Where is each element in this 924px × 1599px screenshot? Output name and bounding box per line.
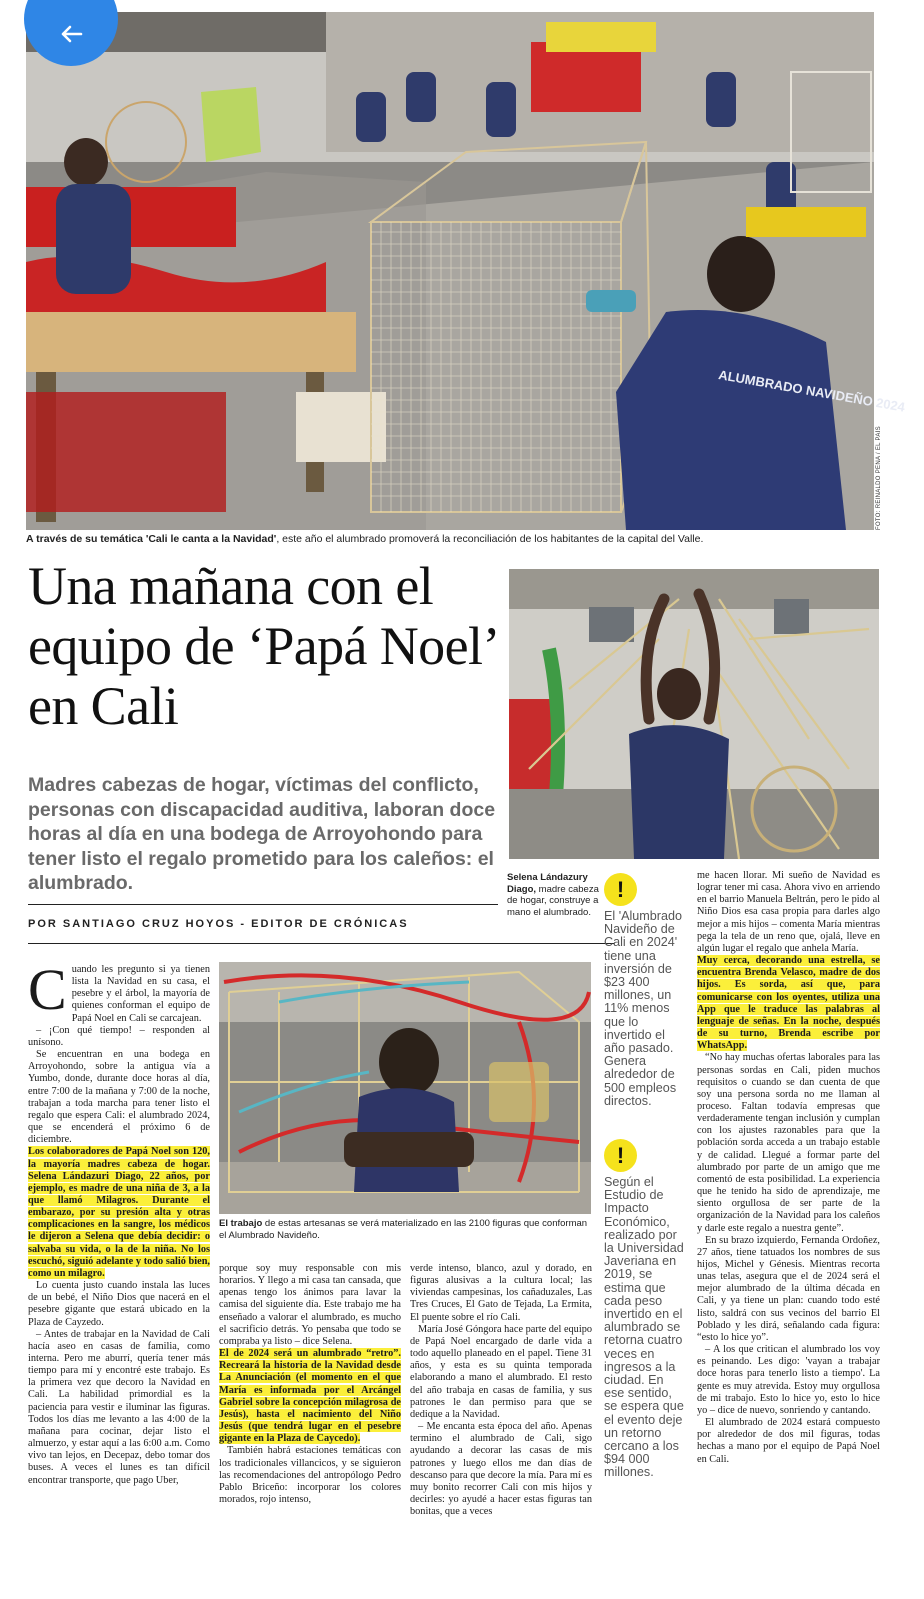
caption-mid-bold: El trabajo <box>219 1218 263 1229</box>
col2-p2-highlight: El de 2024 será un alumbrado “retro”. Recreará la historia de la Navidad desde La Anunciación (el momento en el que María es informada por el Arcángel Gabriel sobre la concepción milagrosa de Jesús), hasta el nacimiento del Niño Jesús (que tendrá lugar en el pesebre gigante en la Plaza de Caycedo). <box>219 1348 401 1445</box>
column-1 <box>28 957 210 1487</box>
col5-p1: me hacen llorar. Mi sueño de Navidad es lograr tener mi casa. Ahora vivo en arriendo en el barrio Manuela Beltrán, pero le pido al Niño Dios esa casa propia para darles algo mejor a mis hijos – comenta María mientras pega la tela de un reno que, ojalá, lleve en algún lugar el regalo que anhela María. <box>697 870 880 954</box>
photo-caption-top <box>26 533 886 545</box>
photo-credit: FOTO: REINALDO PEÑA / EL PAÍS <box>876 426 882 530</box>
caption-top-rest: , este año el alumbrado promoverá la reconciliación de los habitantes de la capital del Valle. <box>276 533 704 545</box>
col5-p2-highlight: Muy cerca, decorando una estrella, se encuentra Brenda Velasco, madre de dos hijos. Es sorda, así que, para comunicarse con los oyentes, utiliza una App que le traduce las palabras al lenguaje de señas. En la noche, después de su turno, Brenda escribe por WhatsApp. <box>697 955 880 1052</box>
photo-artisan <box>219 962 591 1214</box>
col1-p3: Se encuentran en una bodega en Arroyohondo, sobre la antigua vía a Yumbo, donde, durante doce horas al día, entre 7:00 de la mañana y 7:00 de la noche, trabajan a toda marcha para tener listo el regalo que espera Cali: el alumbrado 2024, que se encenderá el próximo 6 de diciembre. <box>28 1049 210 1146</box>
sidebar-box-1: El 'Alumbrado Navideño de Cali en 2024' tiene una inversión de $23 400 millones, un 11% menos que lo invertido el año pasado. Genera alrededor de 500 empleos directos. <box>604 909 683 1108</box>
caption-right-rest: madre cabeza de hogar, construye a mano el alumbrado. <box>507 883 599 918</box>
col3-p3: – Me encanta esta época del año. Apenas termino el alumbrado de Cali, sigo ayudando a decorar las casas de mis patrones y luego ellos me dan días de descanso para que decore la mía. Para mí es muy bonito recorrer Cali con mis hijos y decirles: yo ayudé a hacer estas figuras tan bonitas, que a veces <box>410 1421 592 1518</box>
col1-p4-highlight: Los colaboradores de Papá Noel son 120, la mayoría madres cabeza de hogar. Selena Lándazuri Diago, 22 años, por ejemplo, es madre de una niña de 3, a la que llamó Milagros. Durante el embarazo, por su presión alta y otras complicaciones en la sangre, los médicos le dijeron a Selena que debía decidir: o salvaba su vida, o la de la niña. No los escuchó, siguió adelante y todo salió bien, como un milagro. <box>28 1146 210 1279</box>
photo-selena <box>509 569 879 859</box>
col3-p1: verde intenso, blanco, azul y dorado, en figuras alusivas a la cultura local; las viviendas campesinas, los cañaduzales, Las Tres Cruces, El Gato de Tejada, La Ermita, El puente sobre el río Cali. <box>410 1263 592 1323</box>
column-2 <box>219 1263 401 1506</box>
exclamation-icon: ! <box>604 1139 637 1172</box>
col5-p4: En su brazo izquierdo, Fernanda Ordoñez, 27 años, tiene tatuados los nombres de sus hijos, Michel y Génesis. Mientras recorta unas telas, asegura que el de 2024 será el mejor alumbrado de la última década en Cali, y ya tiene un plan: cuando todo esté listo, saldrá con sus vecinos del barrio El Poblado y les dirá, señalando cada figura: “esto lo hice yo”. <box>697 1234 880 1343</box>
lead-paragraph: Madres cabezas de hogar, víctimas del conflicto, personas con discapacidad auditiva, laboran doce horas al día en una bodega de Arroyohondo para tener listo el regalo prometido para los caleños: el alumbrado. <box>28 774 496 894</box>
col1-p1: uando les pregunto si ya tienen lista la Navidad en su casa, el pesebre y el árbol, la mayoría de quienes conforman el equipo de Papá Noel en Cali se carcajean. <box>71 964 210 1024</box>
col1-p2: – ¡Con qué tiempo! – responden al unísono. <box>28 1024 210 1048</box>
col2-p1: porque soy muy responsable con mis horarios. Y llego a mi casa tan cansada, que apenas tengo los ánimos para lavar la camisa del siguiente día. Este trabajo me ha enseñado a valorar el alumbrado, es mucho el sacrificio detrás. Yo pensaba que todo se compraba ya listo – dice Selena. <box>219 1263 401 1347</box>
col3-p2: María José Góngora hace parte del equipo de Papá Noel encargado de darle vida a todo aquello planeado en el papel. Tiene 31 años, y esta es su quinta temporada elaborando a mano el alumbrado. El resto del año trabaja en casas de familia, y sus patrones le dan permiso para que se dedique a la Navidad. <box>410 1323 592 1420</box>
caption-right-bold: Selena Lándazury Diago, <box>507 872 588 895</box>
column-4 <box>697 870 880 1466</box>
sidebar-box-2: Según el Estudio de Impacto Económico, realizado por la Universidad Javeriana en 2019, se estima que cada peso invertido en el alumbrado se retorna cuatro veces en ingresos a la ciudad. En ese sentido, se espera que el evento deje un retorno cercano a los $94 000 millones. <box>604 1175 684 1480</box>
arrow-left-icon <box>59 24 83 44</box>
divider-bottom <box>28 943 614 944</box>
caption-top-bold: A través de su temática 'Cali le canta a la Navidad' <box>26 533 277 545</box>
col5-p6: El alumbrado de 2024 estará compuesto por alrededor de dos mil figuras, todas hechas a mano por el equipo de Papá Noel en Cali. <box>697 1417 880 1465</box>
divider-top <box>28 904 498 905</box>
exclamation-icon: ! <box>604 873 637 906</box>
shirt-text: ALUMBRADO NAVIDEÑO 2024 <box>717 367 907 415</box>
col2-p3: También habrá estaciones temáticas con los tradicionales villancicos, y se siguieron las recomendaciones del antropólogo Pedro Pablo Briceño: incorporar los colores morados, rojo intenso, <box>219 1445 401 1505</box>
col1-p6: – Antes de trabajar en la Navidad de Cali hacía aseo en casas de familia, como interna. Pero me aburrí, quería tener más tiempo para mí y encontré este trabajo. Es la primera vez que decoro la Navidad en Cali. La habilidad primordial es la paciencia para vestir e iluminar las figuras. Todos los días me levanto a las 4:00 de la mañana para cocinar, dejar listo el almuerzo, y estar aquí a las 6:00 a.m. Como vivo tan lejos, en Decepaz, debo tomar dos buses. A veces el lunes es tan difícil encontrar transporte, que pago Uber, <box>28 1328 210 1486</box>
col1-p5: Lo cuenta justo cuando instala las luces de un bebé, el Niño Dios que nacerá en el pesebre gigante que estará ubicado en la Plaza de Cayzedo. <box>28 1280 210 1328</box>
column-3 <box>410 1263 592 1518</box>
caption-mid-rest: de estas artesanas se verá materializado en las 2100 figuras que conforman el Alumbrado Navideño. <box>219 1218 588 1241</box>
photo-caption-right <box>507 872 601 918</box>
dropcap: C <box>28 957 67 1022</box>
headline: Una mañana con el equipo de ‘Papá Noel’ en Cali <box>28 556 496 736</box>
byline: POR SANTIAGO CRUZ HOYOS - EDITOR DE CRÓNICAS <box>28 918 409 930</box>
photo-caption-mid <box>219 1218 591 1241</box>
col5-p5: – A los que critican el alumbrado los voy es peinando. Les digo: 'vayan a trabajar doce horas para tenerlo listo a tiempo'. La gente es muy atrevida. Estoy muy orgullosa de mi trabajo. Esto lo hice yo, esto lo hice yo – dice de nuevo, sonriendo y cantando. <box>697 1344 880 1416</box>
col5-p3: “No hay muchas ofertas laborales para las personas sordas en Cali, piden muchos requisitos o cuando se dan cuenta de que soy una persona sorda no me llaman al proceso. Faltan todavía empresas que verdaderamente tengan inclusión y cumplan con los ajustes razonables para que la población sorda acceda a un trabajo estable y de calidad. Llegué a formar parte del alumbrado por parte de un amigo que me comentó de esta posibilidad. La experiencia que he tenido ha sido de aprendizaje, me siento orgullosa de ser parte de la organización de la Navidad para los caleños y darle este regalo a nuestra gente”. <box>697 1052 880 1234</box>
